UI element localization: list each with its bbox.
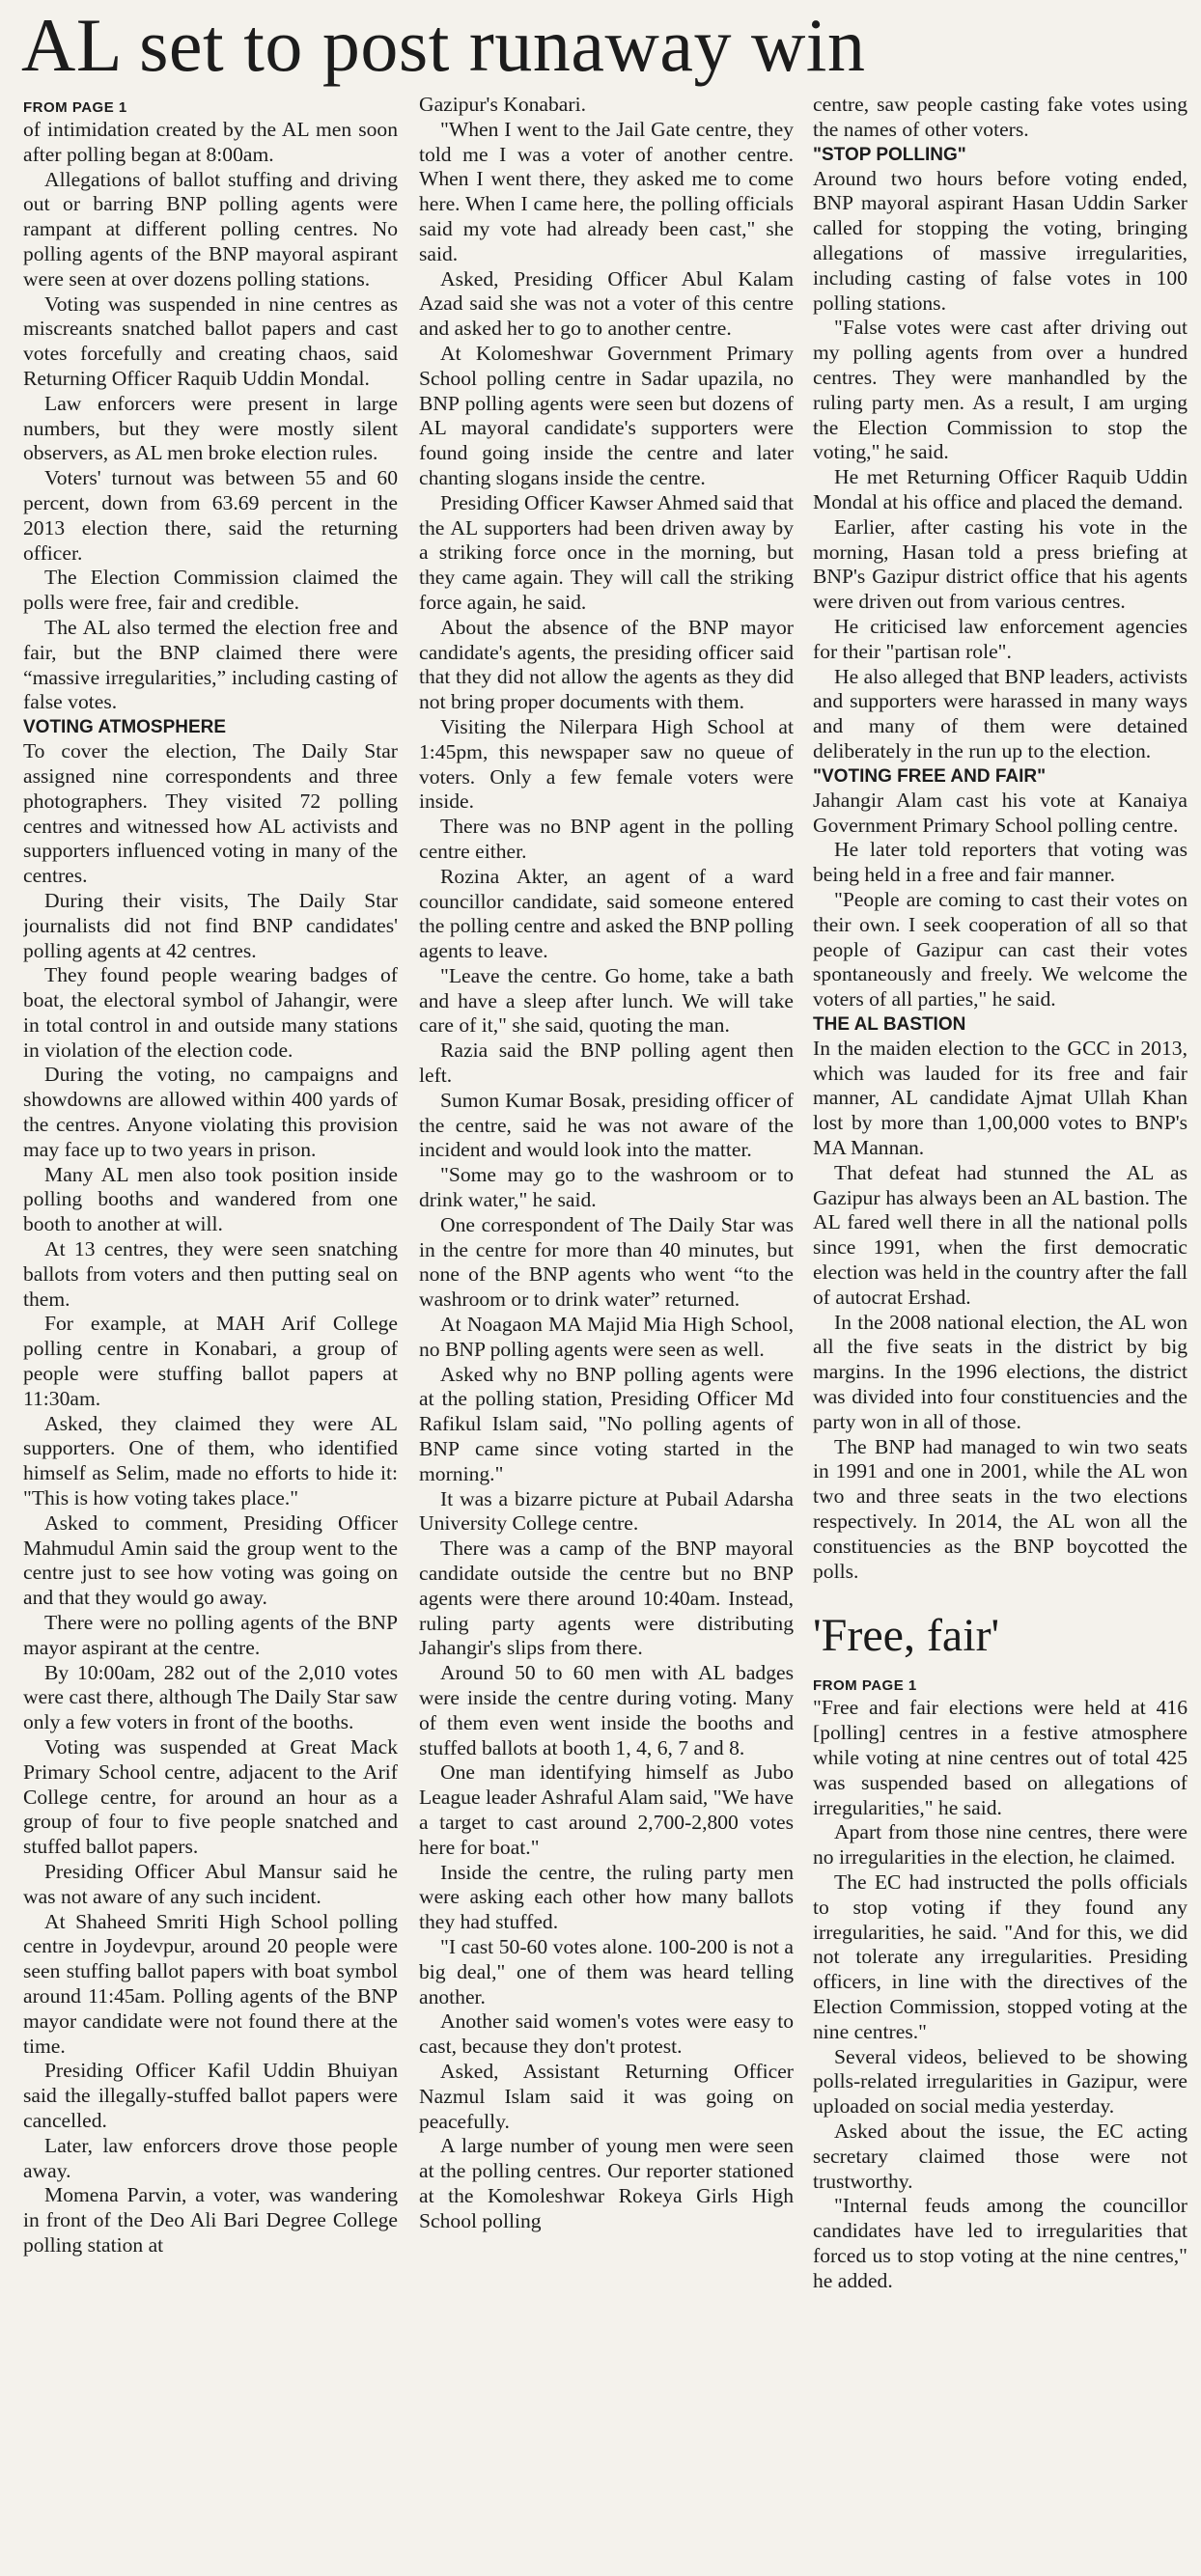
article-paragraph: Gazipur's Konabari.: [419, 93, 586, 116]
article-paragraph: Visiting the Nilerpara High School at 1:45pm, this newspaper saw no queue of voters. Only a few female voters were inside.: [419, 714, 794, 814]
article-paragraph: He later told reporters that voting was being held in a free and fair manner.: [813, 838, 1187, 887]
article-paragraph: There was no BNP agent in the polling centre either.: [419, 815, 794, 863]
article-paragraph: Sumon Kumar Bosak, presiding officer of the centre, said he was not aware of the incident and would look into the matter.: [419, 1088, 794, 1162]
article-paragraph: During their visits, The Daily Star journalists did not find BNP candidates' polling agents at 42 centres.: [23, 888, 398, 962]
column-3-body: [813, 93, 1187, 1584]
headline: AL set to post runaway win: [21, 3, 866, 87]
article-paragraph: "Some may go to the washroom or to drink water," he said.: [419, 1163, 794, 1212]
article-paragraph: At Kolomeshwar Government Primary School polling centre in Sadar upazila, no BNP polling agents were seen but dozens of AL mayoral candidate's supporters were found going inside the centre and later chanting slogans inside the centre.: [419, 341, 794, 489]
article-paragraph: There were no polling agents of the BNP mayor aspirant at the centre.: [23, 1611, 398, 1659]
article-paragraph: Apart from those nine centres, there were no irregularities in the election, he claimed.: [813, 1820, 1187, 1870]
article-paragraph: Law enforcers were present in large numbers, but they were mostly silent observers, as AL men broke election rules.: [23, 391, 398, 465]
article-paragraph: Many AL men also took position inside polling booths and wandered from one booth to another at will.: [23, 1162, 398, 1236]
article-paragraph: Asked to comment, Presiding Officer Mahmudul Amin said the group went to the centre just to see how voting was going on and that they would go away.: [23, 1510, 398, 1610]
column-1-body: [23, 118, 398, 2258]
article-column-1: [23, 98, 398, 2569]
article-paragraph: Voting was suspended at Great Mack Primary School centre, adjacent to the Arif College centre, for around an hour as a group of four to five people snatched and stuffed ballot papers.: [23, 1735, 398, 1859]
article-paragraph: "Free and fair elections were held at 416 [polling] centres in a festive atmosphere while voting at nine centres out of total 425 was suspended based on allegations of irregularities," he said.: [813, 1696, 1187, 1819]
article-paragraph: Several videos, believed to be showing polls-related irregularities in Gazipur, were uploaded on social media yesterday.: [813, 2044, 1187, 2119]
article-paragraph: "When I went to the Jail Gate centre, they told me I was a voter of another centre. When I went there, they asked me to come here. When I came here, the polling officials said my vote had already been cast," she said.: [419, 117, 794, 265]
article-paragraph: He also alleged that BNP leaders, activists and supporters were harassed in many ways and many of them were detained deliberately in the run up to the election.: [813, 664, 1187, 762]
article-column-2: [419, 93, 794, 2563]
article-paragraph: Asked, Assistant Returning Officer Nazmul Islam said it was going on peacefully.: [419, 2059, 794, 2133]
sidebar-body: [813, 1696, 1187, 2293]
section-subhead: "STOP POLLING": [813, 144, 966, 165]
article-paragraph: There was a camp of the BNP mayoral candidate outside the centre but no BNP agents were there around 10:40am. Instead, ruling party agents were distributing Jahangir's slips from there.: [419, 1537, 794, 1660]
article-paragraph: The BNP had managed to win two seats in 1991 and one in 2001, while the AL won two and three seats in the two elections respectively. In 2014, the AL won all the constituencies as the BNP boycotted the polls.: [813, 1434, 1187, 1583]
article-paragraph: During the voting, no campaigns and showdowns are allowed within 400 yards of the centres. Anyone violating this provision may face up to two years in prison.: [23, 1063, 398, 1161]
article-paragraph: He criticised law enforcement agencies for their "partisan role".: [813, 614, 1187, 663]
section-subhead: VOTING ATMOSPHERE: [23, 717, 227, 738]
sidebar-article: [813, 1609, 1187, 2293]
article-paragraph: "Internal feuds among the councillor candidates have led to irregularities that forced us to stop voting at the nine centres," he added.: [813, 2194, 1187, 2292]
article-paragraph: Around 50 to 60 men with AL badges were inside the centre during voting. Many of them even went inside the booths and stuffed ballots at booth 1, 4, 6, 7 and 8.: [419, 1661, 794, 1759]
article-paragraph: Razia said the BNP polling agent then left.: [419, 1039, 794, 1088]
article-paragraph: Jahangir Alam cast his vote at Kanaiya Government Primary School polling centre.: [813, 788, 1187, 837]
article-paragraph: Later, law enforcers drove those people away.: [23, 2133, 398, 2182]
article-paragraph: "People are coming to cast their votes on their own. I seek cooperation of all so that people of Gazipur can cast their votes spontaneously and freely. We welcome the voters of all parties," he said.: [813, 887, 1187, 1011]
article-paragraph: In the maiden election to the GCC in 2013, which was lauded for its free and fair manner, AL candidate Ajmat Ullah Khan lost by more than 1,00,000 votes to BNP's MA Mannan.: [813, 1036, 1187, 1160]
sidebar-title: 'Free, fair': [813, 1610, 1000, 1662]
article-paragraph: Another said women's votes were easy to cast, because they don't protest.: [419, 2009, 794, 2059]
article-paragraph: The AL also termed the election free and fair, but the BNP claimed there were “massive irregularities,” including casting of false votes.: [23, 615, 398, 714]
article-paragraph: Momena Parvin, a voter, was wandering in front of the Deo Ali Bari Degree College polling station at: [23, 2183, 398, 2257]
article-paragraph: By 10:00am, 282 out of the 2,010 votes were cast there, although The Daily Star saw only a few voters in front of the booths.: [23, 1660, 398, 1734]
article-paragraph: At 13 centres, they were seen snatching ballots from voters and then putting seal on them.: [23, 1237, 398, 1311]
article-paragraph: Allegations of ballot stuffing and driving out or barring BNP polling agents were rampant at different polling centres. No polling agents of the BNP mayoral aspirant were seen at over dozens polling stations.: [23, 167, 398, 291]
article-paragraph: Rozina Akter, an agent of a ward councillor candidate, said someone entered the polling centre and asked the BNP polling agents to leave.: [419, 864, 794, 963]
article-paragraph: Voters' turnout was between 55 and 60 percent, down from 63.69 percent in the 2013 election there, said the returning officer.: [23, 466, 398, 565]
article-paragraph: In the 2008 national election, the AL won all the five seats in the district by big margins. In the 1996 elections, the district was divided into four constituencies and the party won in all of those.: [813, 1310, 1187, 1433]
article-paragraph: One correspondent of The Daily Star was in the centre for more than 40 minutes, but none of the BNP agents who went “to the washroom or to drink water” returned.: [419, 1212, 794, 1312]
article-paragraph: The Election Commission claimed the polls were free, fair and credible.: [23, 566, 398, 615]
article-paragraph: Asked about the issue, the EC acting secretary claimed those were not trustworthy.: [813, 2119, 1187, 2193]
article-paragraph: "I cast 50-60 votes alone. 100-200 is not a big deal," one of them was heard telling another.: [419, 1934, 794, 2008]
article-paragraph: Inside the centre, the ruling party men were asking each other how many ballots they had stuffed.: [419, 1860, 794, 1934]
column-2-body: [419, 93, 794, 2234]
article-column-3: [813, 93, 1187, 2563]
article-paragraph: Asked, they claimed they were AL supporters. One of them, who identified himself as Selim, made no efforts to hide it: "This is how voting takes place.": [23, 1411, 398, 1510]
article-paragraph: They found people wearing badges of boat, the electoral symbol of Jahangir, were in total control in and outside many stations in violation of the election code.: [23, 963, 398, 1062]
sidebar-kicker: FROM PAGE 1: [813, 1677, 917, 1695]
article-paragraph: Around two hours before voting ended, BNP mayoral aspirant Hasan Uddin Sarker called for stopping the voting, bringing allegations of massive irregularities, including casting of false votes in 100 polling stations.: [813, 166, 1187, 315]
article-paragraph: "Leave the centre. Go home, take a bath and have a sleep after lunch. We will take care of it," she said, quoting the man.: [419, 963, 794, 1038]
article-paragraph: For example, at MAH Arif College polling centre in Konabari, a group of people were stuffing ballot papers at 11:30am.: [23, 1312, 398, 1410]
section-subhead: "VOTING FREE AND FAIR": [813, 765, 1047, 787]
article-paragraph: One man identifying himself as Jubo League leader Ashraful Alam said, "We have a target to cast around 2,700-2,800 votes here for boat.": [419, 1760, 794, 1859]
section-subhead: THE AL BASTION: [813, 1013, 966, 1035]
article-paragraph: It was a bizarre picture at Pubail Adarsha University College centre.: [419, 1486, 794, 1536]
article-paragraph: A large number of young men were seen at the polling centres. Our reporter stationed at the Komoleshwar Rokeya Girls High School polling: [419, 2134, 794, 2232]
article-paragraph: Presiding Officer Kawser Ahmed said that the AL supporters had been driven away by a striking force once in the morning, but they came again. They will call the striking force again, he said.: [419, 490, 794, 614]
article-paragraph: Presiding Officer Abul Mansur said he was not aware of any such incident.: [23, 1859, 398, 1908]
article-paragraph: "False votes were cast after driving out my polling agents from over a hundred centres. They were manhandled by the ruling party men. As a result, I am urging the Election Commission to stop the voting," he said.: [813, 316, 1187, 464]
article-paragraph: About the absence of the BNP mayor candidate's agents, the presiding officer said that they did not allow the agents as they did not bring proper documents with them.: [419, 615, 794, 714]
article-paragraph: Earlier, after casting his vote in the morning, Hasan told a press briefing at BNP's Gazipur district office that his agents were driven out from various centres.: [813, 514, 1187, 614]
article-paragraph: The EC had instructed the polls officials to stop voting if they found any irregularities, he said. "And for this, we did not tolerate any irregularities. Presiding officers, in line with the directives of the Election Commission, stopped voting at the nine centres.": [813, 1870, 1187, 2043]
article-paragraph: Presiding Officer Kafil Uddin Bhuiyan said the illegally-stuffed ballot papers were cancelled.: [23, 2059, 398, 2132]
article-paragraph: Voting was suspended in nine centres as miscreants snatched ballot papers and cast votes forcefully and creating chaos, said Returning Officer Raquib Uddin Mondal.: [23, 291, 398, 390]
article-paragraph: of intimidation created by the AL men soon after polling began at 8:00am.: [23, 118, 398, 166]
article-paragraph: At Noagaon MA Majid Mia High School, no BNP polling agents were seen as well.: [419, 1313, 794, 1361]
article-paragraph: To cover the election, The Daily Star assigned nine correspondents and three photographers. They visited 72 polling centres and witnessed how AL activists and supporters influenced voting in many of the centres.: [23, 739, 398, 888]
article-paragraph: Asked why no BNP polling agents were at the polling station, Presiding Officer Md Rafikul Islam said, "No polling agents of BNP came since voting started in the morning.": [419, 1362, 794, 1485]
article-paragraph: centre, saw people casting fake votes using the names of other voters.: [813, 93, 1187, 141]
from-page-kicker: FROM PAGE 1: [23, 99, 127, 116]
article-paragraph: He met Returning Officer Raquib Uddin Mondal at his office and placed the demand.: [813, 465, 1187, 513]
article-paragraph: Asked, Presiding Officer Abul Kalam Azad said she was not a voter of this centre and asked her to go to another centre.: [419, 266, 794, 341]
article-paragraph: At Shaheed Smriti High School polling centre in Joydevpur, around 20 people were seen stuffing ballot papers with boat symbol around 11:45am. Polling agents of the BNP mayor candidate were not found there at the time.: [23, 1909, 398, 2058]
article-paragraph: That defeat had stunned the AL as Gazipur has always been an AL bastion. The AL fared well there in all the national polls since 1991, when the first democratic election was held in the country after the fall of autocrat Ershad.: [813, 1160, 1187, 1309]
